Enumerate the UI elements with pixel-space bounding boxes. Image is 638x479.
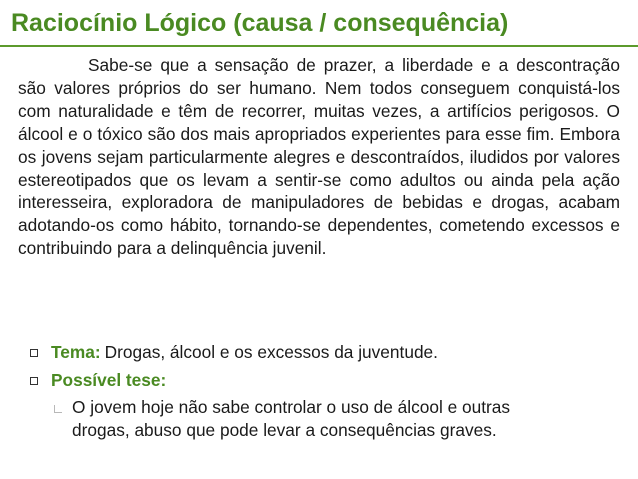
bullet-label: Possível tese: xyxy=(51,370,167,390)
square-bullet-icon xyxy=(30,349,38,357)
bullet-tema xyxy=(30,341,438,364)
bullet-text: Drogas, álcool e os excessos da juventude. xyxy=(104,342,438,362)
bullet-tese xyxy=(30,369,170,392)
square-bullet-icon xyxy=(30,377,38,385)
sub-bullet-tese xyxy=(54,396,572,442)
body-paragraph: Sabe-se que a sensação de prazer, a liberdade e a descontração são valores próprios do ser humano. Nem todos conseguem conquistá-los com naturalidade e têm de recorrer, muitas vezes, a artifícios perigosos. O álcool e o tóxico são dos mais apropriados experientes para esse fim. Embora os jovens sejam particularmente alegres e descontraídos, iludidos por valores estereotipados que os levam a sentir-se como adultos ou ainda pela ação interesseira, exploradora de manipuladores de bebidas e drogas, acabam adotando-os como hábito, tornando-se dependentes, cometendo excessos e contribuindo para a delinquência juvenil. xyxy=(18,55,620,259)
sub-bullet-text: O jovem hoje não sabe controlar o uso de álcool e outras drogas, abuso que pode levar a consequências graves. xyxy=(72,397,511,440)
bullet-label: Tema: xyxy=(51,342,101,362)
slide-title: Raciocínio Lógico (causa / consequência) xyxy=(11,9,509,37)
corner-bullet-icon xyxy=(54,405,62,413)
title-divider xyxy=(0,45,638,47)
